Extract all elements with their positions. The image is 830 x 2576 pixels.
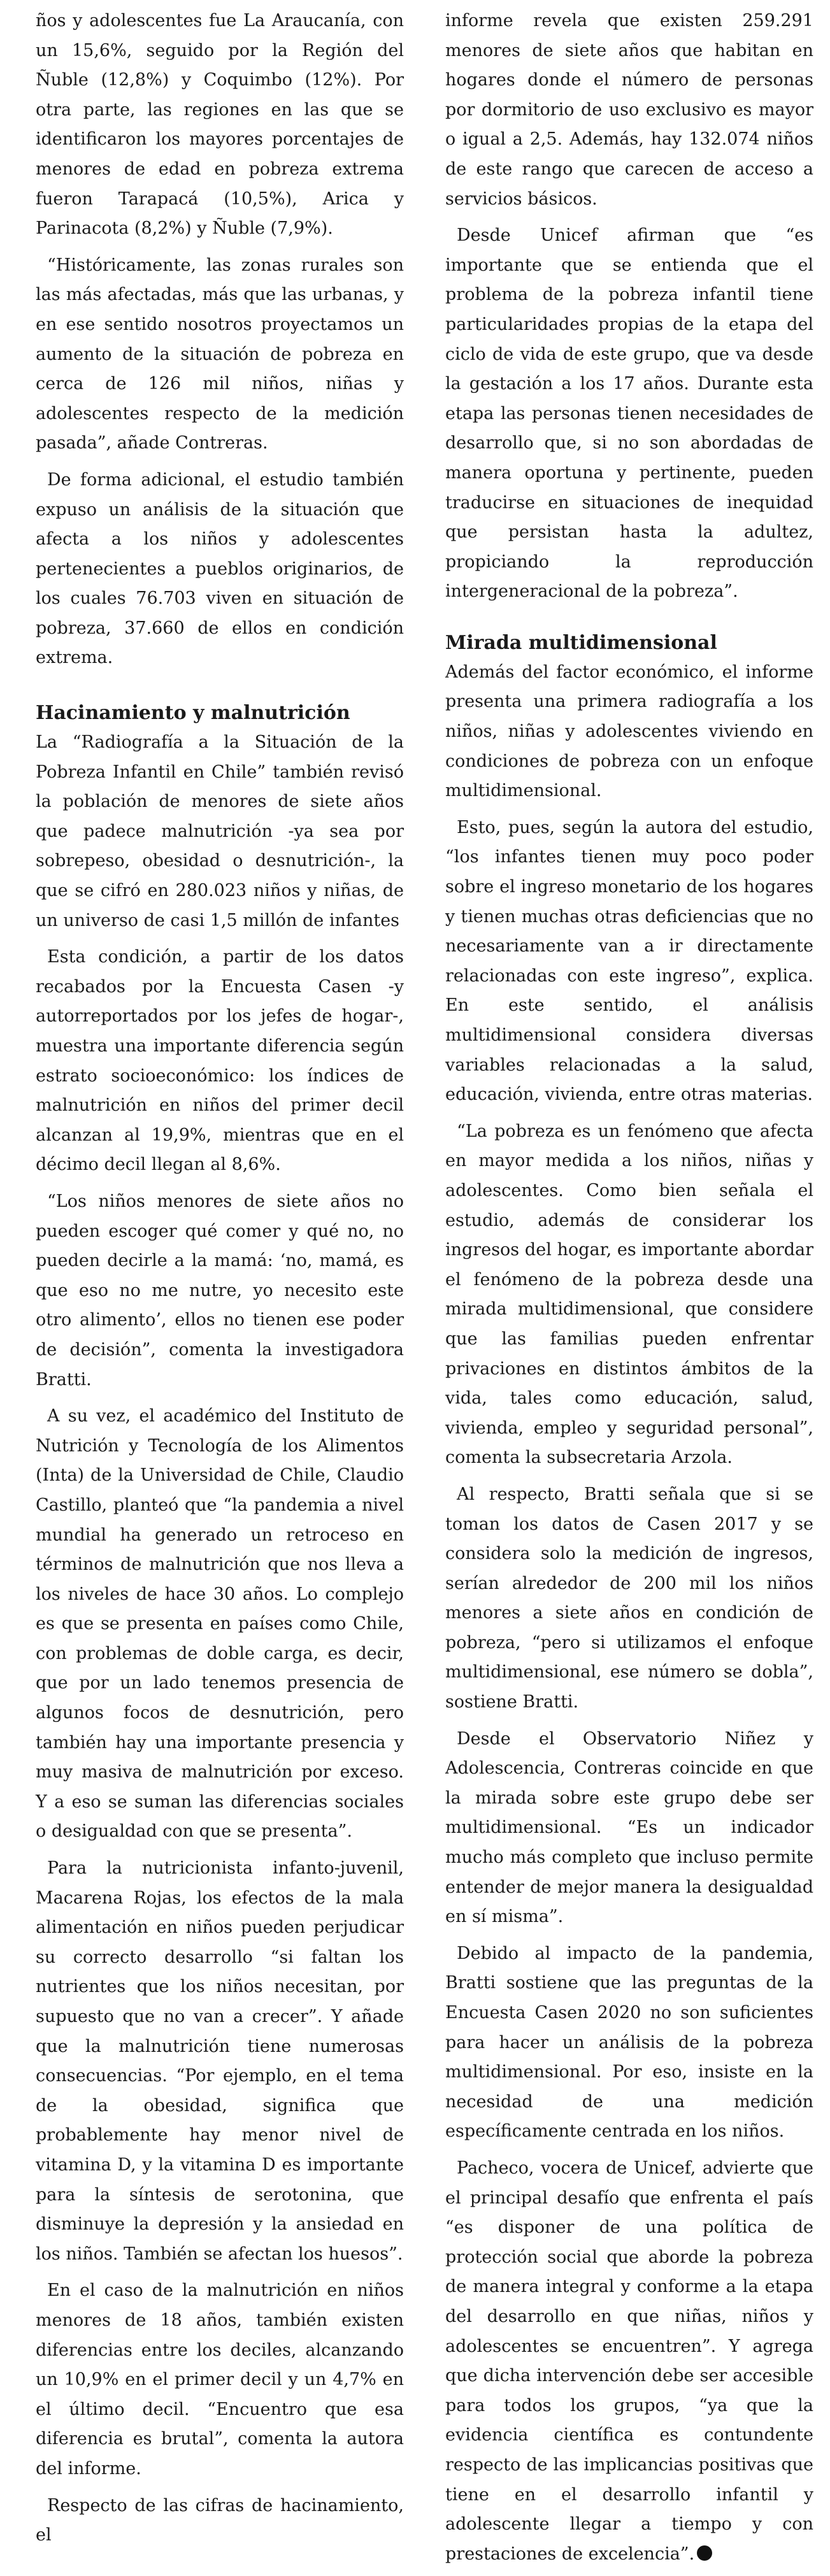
- paragraph: ños y adolescentes fue La Araucanía, con un 15,6%, seguido por la Región del Ñuble (12,8%) y Coquimbo (12%). Por otra parte, las regiones en las que se identificaron los mayores porcentajes de menores de edad en pobreza extrema fueron Tarapacá (10,5%), Arica y Parinacota (8,2%) y Ñuble (7,9%).: [36, 11, 404, 239]
- right-column: [445, 6, 813, 2576]
- article-columns: [36, 6, 813, 2576]
- paragraph: Al respecto, Bratti señala que si se toman los datos de Casen 2017 y se considera solo la medición de ingresos, serían alrededor de 200 mil los niños menores a siete años en condición de pobreza, “pero si utilizamos el enfoque multidimensional, ese número se dobla”, sostiene Bratti.: [445, 1484, 813, 1712]
- paragraph: Debido al impacto de la pandemia, Bratti sostiene que las preguntas de la Encuesta Casen 2020 no son suficientes para hacer un análisis de la pobreza multidimensional. Por eso, insiste en la necesidad de una medición específicamente centrada en los niños.: [445, 1943, 813, 2142]
- section-heading-mirada: Mirada multidimensional: [445, 631, 717, 654]
- section-heading-hacinamiento: Hacinamiento y malnutrición: [36, 702, 350, 725]
- paragraph: Desde el Observatorio Niñez y Adolescencia, Contreras coincide en que la mirada sobre este grupo debe ser multidimensional. “Es un indicador mucho más completo que incluso permite entender de mejor manera la desigualdad en sí misma”.: [445, 1728, 813, 1927]
- paragraph: “Los niños menores de siete años no pueden escoger qué comer y qué no, no pueden decirle a la mamá: ‘no, mamá, es que eso no me nutre, yo necesito este otro alimento’, ellos no tienen ese poder de decisión”, comenta la investigadora Bratti.: [36, 1191, 404, 1390]
- left-column: [36, 6, 404, 2558]
- end-of-article-icon: [697, 2545, 712, 2561]
- paragraph: informe revela que existen 259.291 menores de siete años que habitan en hogares donde el número de personas por dormitorio de uso exclusivo es mayor o igual a 2,5. Además, hay 132.074 niños de este rango que carecen de acceso a servicios básicos.: [445, 11, 813, 209]
- paragraph: A su vez, el académico del Instituto de Nutrición y Tecnología de los Alimentos (Inta) de la Universidad de Chile, Claudio Castillo, planteó que “la pandemia a nivel mundial ha generado un retroceso en términos de malnutrición que nos lleva a los niveles de hace 30 años. Lo complejo es que se presenta en países como Chile, con problemas de doble carga, es decir, que por un lado tenemos presencia de algunos focos de desnutrición, pero también hay una importante presencia y muy masiva de malnutrición por exceso. Y a eso se suman las diferencias sociales o desigualdad con que se presenta”.: [36, 1406, 404, 1842]
- paragraph: Respecto de las cifras de hacinamiento, el: [36, 2495, 404, 2545]
- paragraph: Además del factor económico, el informe presenta una primera radiografía a los niños, niñas y adolescentes viviendo en condiciones de pobreza con un enfoque multidimensional.: [445, 662, 813, 801]
- paragraph-final: [445, 2154, 813, 2569]
- final-paragraph-text: Pacheco, vocera de Unicef, advierte que el principal desafío que enfrenta el país “es disponer de una política de protección social que aborde la pobreza de manera integral y conforme a la etapa del desarrollo en que niñas, niños y adolescentes se encuentren”. Y agrega que dicha intervención debe ser accesible para todos los grupos, “ya que la evidencia científica es contundente respecto de las implicancias positivas que tiene en el desarrollo infantil y adolescente llegar a tiempo y con prestaciones de excelencia”.: [445, 2158, 813, 2564]
- paragraph: En el caso de la malnutrición en niños menores de 18 años, también existen diferencias entre los deciles, alcanzando un 10,9% en el primer decil y un 4,7% en el último decil. “Encuentro que esa diferencia es brutal”, comenta la autora del informe.: [36, 2281, 404, 2479]
- paragraph: “La pobreza es un fenómeno que afecta en mayor medida a los niños, niñas y adolescentes. Como bien señala el estudio, además de considerar los ingresos del hogar, es importante abordar el fenómeno de la pobreza desde una mirada multidimensional, que considere que las familias pueden enfrentar privaciones en distintos ámbitos de la vida, tales como educación, salud, vivienda, empleo y seguridad personal”, comenta la subsecretaria Arzola.: [445, 1121, 813, 1468]
- paragraph: Desde Unicef afirman que “es importante que se entienda que el problema de la pobreza infantil tiene particularidades propias de la etapa del ciclo de vida de este grupo, que va desde la gestación a los 17 años. Durante esta etapa las personas tienen necesidades de desarrollo que, si no son abordadas de manera oportuna y pertinente, pueden traducirse en situaciones de inequidad que persistan hasta la adultez, propiciando la reproducción intergeneracional de la pobreza”.: [445, 225, 813, 602]
- paragraph: Esto, pues, según la autora del estudio, “los infantes tienen muy poco poder sobre el ingreso monetario de los hogares y tienen muchas otras deficiencias que no necesariamente van a ir directamente relacionadas con este ingreso”, explica. En este sentido, el análisis multidimensional considera diversas variables relacionadas a la salud, educación, vivienda, entre otras materias.: [445, 817, 813, 1105]
- paragraph: De forma adicional, el estudio también expuso un análisis de la situación que afecta a los niños y adolescentes pertenecientes a pueblos originarios, de los cuales 76.703 viven en situación de pobreza, 37.660 de ellos en condición extrema.: [36, 469, 404, 668]
- paragraph: Para la nutricionista infanto-juvenil, Macarena Rojas, los efectos de la mala alimentación en niños pueden perjudicar su correcto desarrollo “si faltan los nutrientes que los niños necesitan, por supuesto que no van a crecer”. Y añade que la malnutrición tiene numerosas consecuencias. “Por ejemplo, en el tema de la obesidad, significa que probablemente hay menor nivel de vitamina D, y la vitamina D es importante para la síntesis de serotonina, que disminuye la depresión y la ansiedad en los niños. También se afectan los huesos”.: [36, 1858, 404, 2264]
- paragraph: Esta condición, a partir de los datos recabados por la Encuesta Casen -y autorreportados por los jefes de hogar-, muestra una importante diferencia según estrato socioeconómico: los índices de malnutrición en niños del primer decil alcanzan al 19,9%, mientras que en el décimo decil llegan al 8,6%.: [36, 947, 404, 1175]
- paragraph: “Históricamente, las zonas rurales son las más afectadas, más que las urbanas, y en ese sentido nosotros proyectamos un aumento de la situación de pobreza en cerca de 126 mil niños, niñas y adolescentes respecto de la medición pasada”, añade Contreras.: [36, 255, 404, 453]
- paragraph: La “Radiografía a la Situación de la Pobreza Infantil en Chile” también revisó la población de menores de siete años que padece malnutrición -ya sea por sobrepeso, obesidad o desnutrición-, la que se cifró en 280.023 niños y niñas, de un universo de casi 1,5 millón de infantes: [36, 732, 404, 930]
